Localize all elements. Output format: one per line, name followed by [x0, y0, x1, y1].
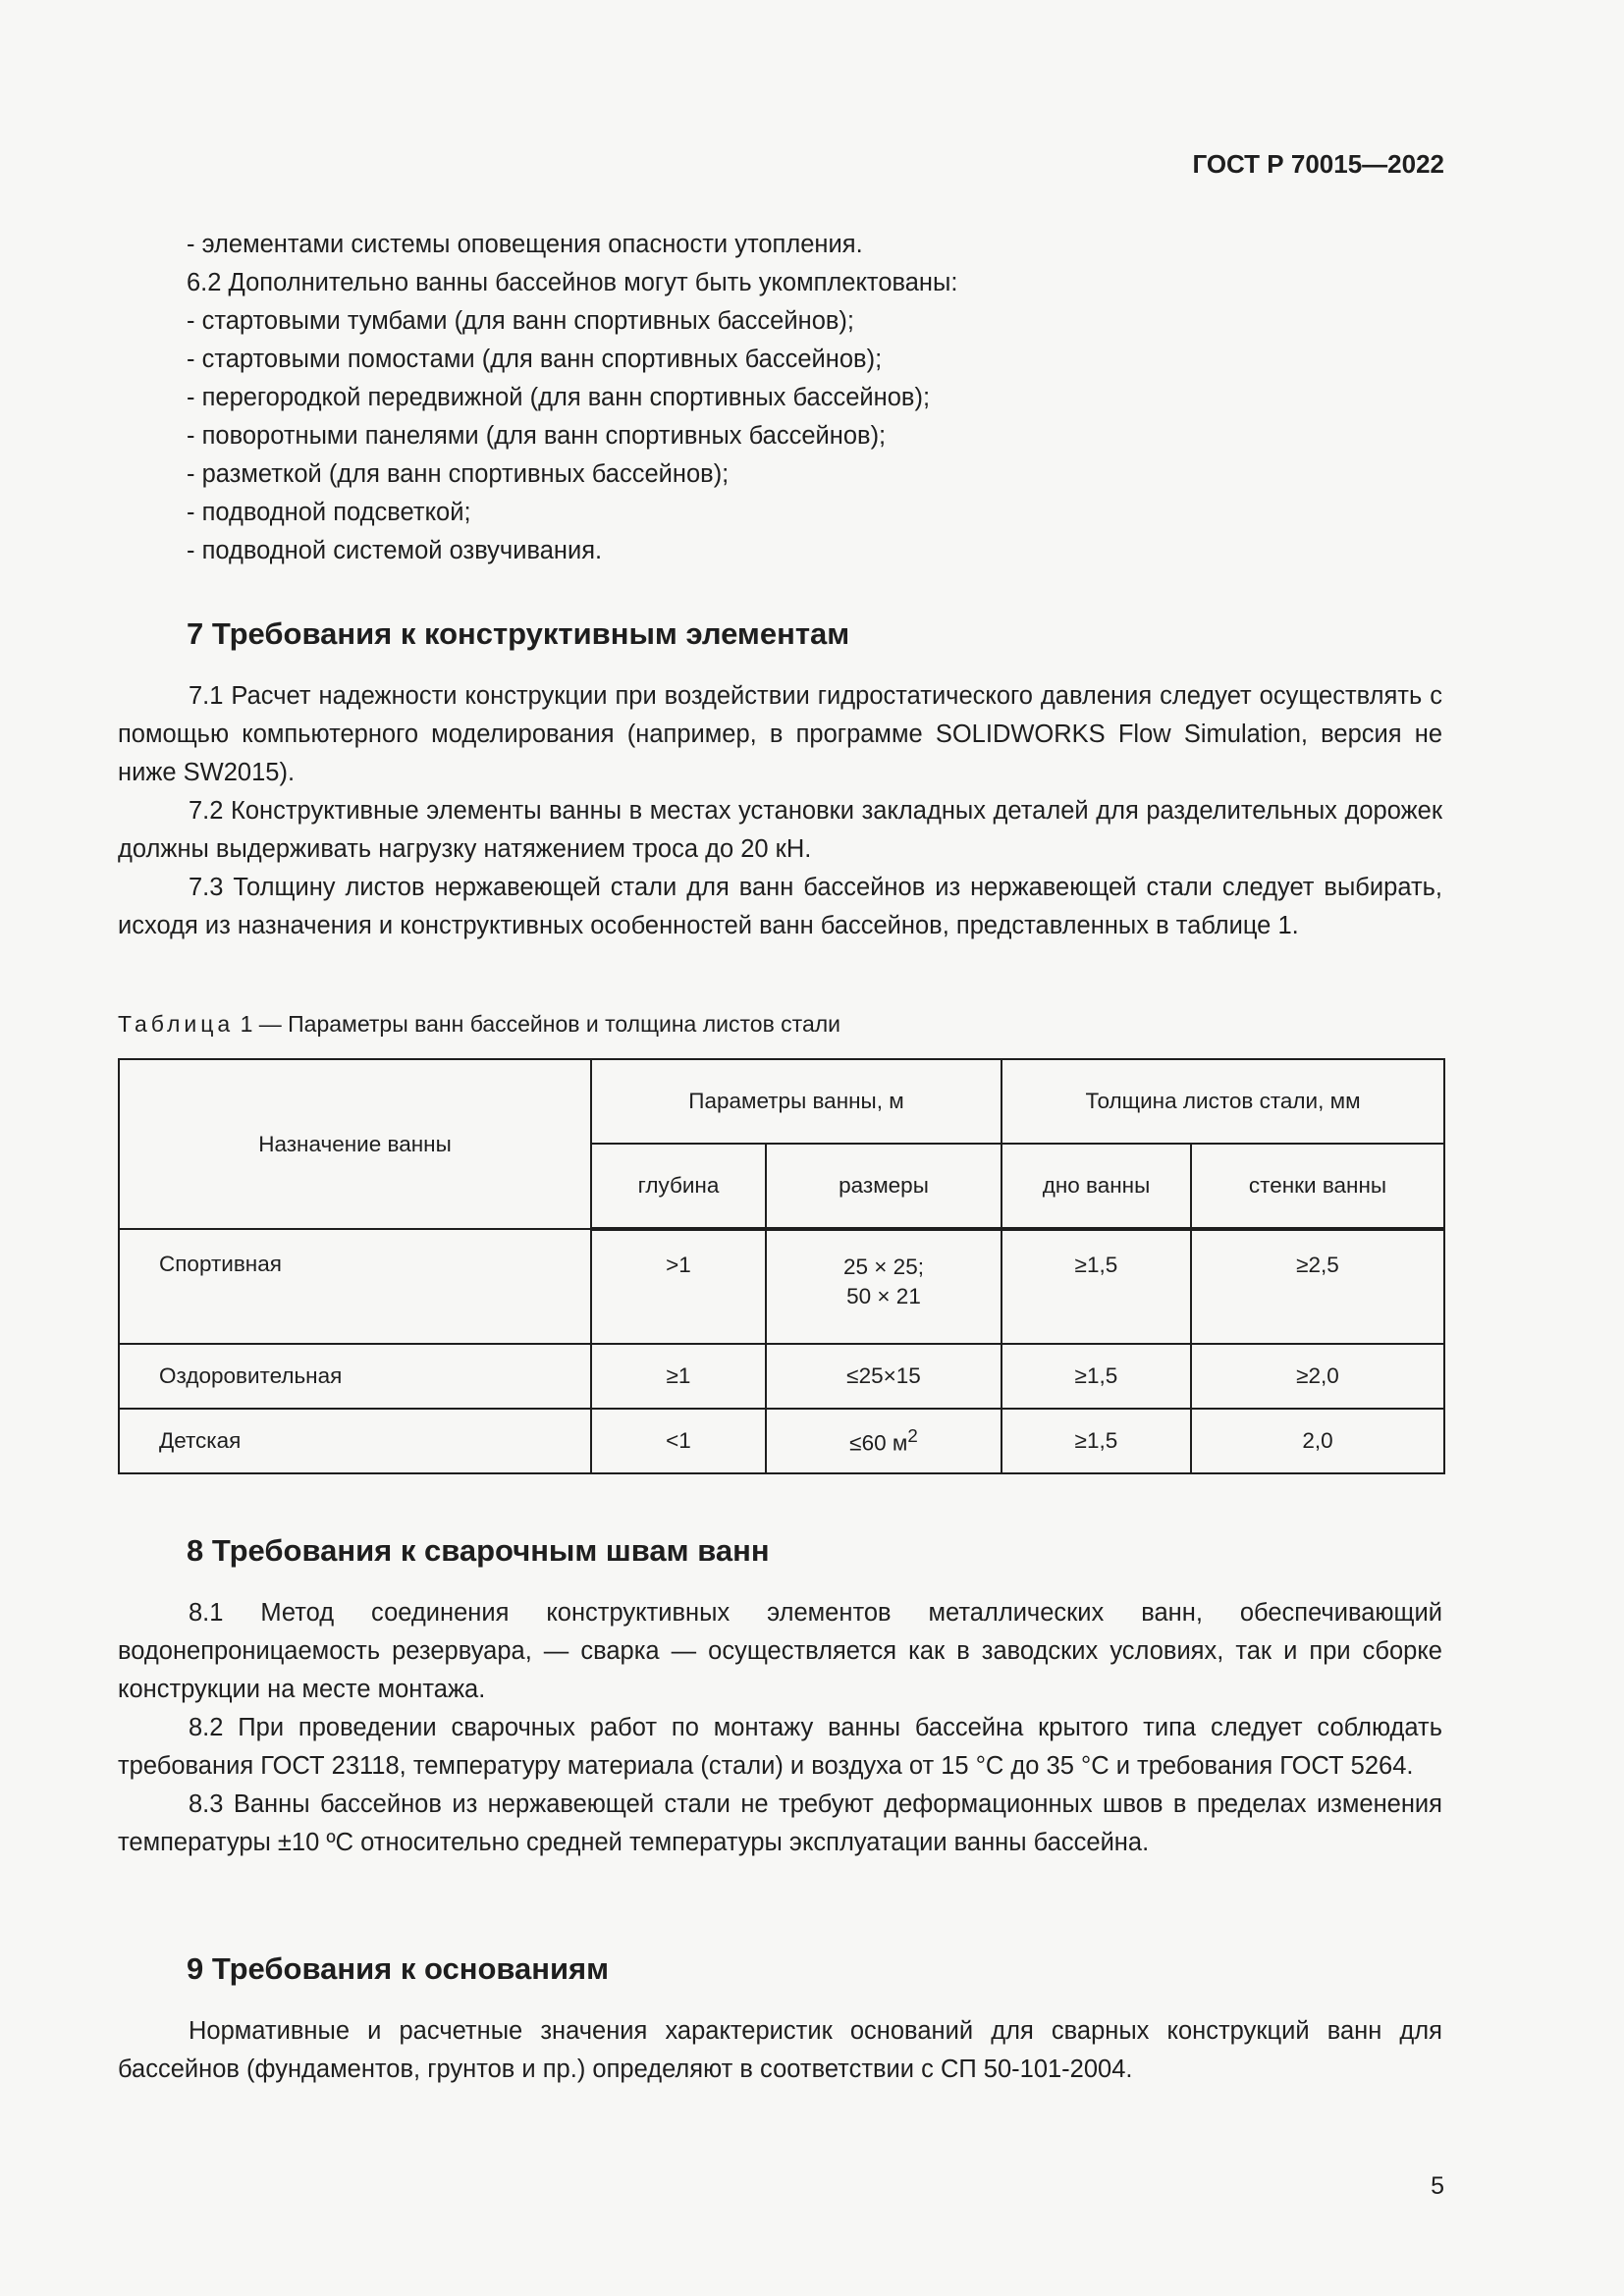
- section-8-body: [118, 1594, 1442, 1862]
- header-bottom: дно ванны: [1001, 1144, 1191, 1229]
- cell-sizes: [766, 1229, 1001, 1344]
- paragraph-8-2: 8.2 При проведении сварочных работ по монтажу ванны бассейна крытого типа следует соблюдать требования ГОСТ 23118, температуру материала (стали) и воздуха от 15 °С до 35 °С и требования ГОСТ 5264.: [118, 1714, 1442, 1780]
- header-thickness: Толщина листов стали, мм: [1001, 1059, 1444, 1144]
- table-caption-label: Таблица: [118, 1011, 235, 1037]
- cell-bottom: ≥1,5: [1001, 1409, 1191, 1473]
- cell-purpose: Детская: [119, 1409, 591, 1473]
- table-row: [119, 1344, 1444, 1409]
- section-9-body: [118, 2012, 1442, 2089]
- cell-bottom: ≥1,5: [1001, 1344, 1191, 1409]
- list-item: 6.2 Дополнительно ванны бассейнов могут быть укомплектованы:: [187, 269, 958, 296]
- paragraph-7-3: 7.3 Толщину листов нержавеющей стали для ванн бассейнов из нержавеющей стали следует выбирать, исходя из назначения и конструктивных особенностей ванн бассейнов, представленных в таблице 1.: [118, 874, 1442, 939]
- list-item: - разметкой (для ванн спортивных бассейнов);: [187, 460, 730, 488]
- cell-depth: <1: [591, 1409, 766, 1473]
- table-caption-text: 1 — Параметры ванн бассейнов и толщина листов стали: [234, 1011, 841, 1037]
- paragraph-7-1: 7.1 Расчет надежности конструкции при воздействии гидростатического давления следует осуществлять с помощью компьютерного моделирования (например, в программе SOLIDWORKS Flow Simulation, версия не ниже SW2015).: [118, 682, 1442, 786]
- cell-purpose: Спортивная: [119, 1229, 591, 1344]
- cell-purpose: Оздоровительная: [119, 1344, 591, 1409]
- header-sizes: размеры: [766, 1144, 1001, 1229]
- table-caption: [118, 1011, 840, 1038]
- paragraph-8-3: 8.3 Ванны бассейнов из нержавеющей стали не требуют деформационных швов в пределах изменения температуры ±10 ºС относительно средней температуры эксплуатации ванны бассейна.: [118, 1790, 1442, 1856]
- cell-sizes-value: ≤60 м: [849, 1430, 908, 1456]
- cell-sizes-line: 25 × 25;: [843, 1255, 924, 1279]
- list-item: - подводной системой озвучивания.: [187, 537, 603, 564]
- header-walls: стенки ванны: [1191, 1144, 1444, 1229]
- table-row: [119, 1229, 1444, 1344]
- cell-sizes-superscript: 2: [907, 1425, 918, 1447]
- cell-sizes: ≤25×15: [766, 1344, 1001, 1409]
- cell-walls: 2,0: [1191, 1409, 1444, 1473]
- cell-sizes-line: 50 × 21: [846, 1284, 921, 1308]
- table-row: [119, 1409, 1444, 1473]
- list-item: - стартовыми тумбами (для ванн спортивных бассейнов);: [187, 307, 854, 335]
- list-item: - перегородкой передвижной (для ванн спортивных бассейнов);: [187, 384, 931, 411]
- header-depth: глубина: [591, 1144, 766, 1229]
- cell-walls: ≥2,0: [1191, 1344, 1444, 1409]
- section-9-heading: 9 Требования к основаниям: [187, 1951, 610, 1986]
- list-item: - поворотными панелями (для ванн спортивных бассейнов);: [187, 422, 887, 450]
- cell-depth: ≥1: [591, 1344, 766, 1409]
- header-purpose: Назначение ванны: [119, 1059, 591, 1229]
- paragraph-7-2: 7.2 Конструктивные элементы ванны в местах установки закладных деталей для разделительных дорожек должны выдерживать нагрузку натяжением троса до 20 кН.: [118, 797, 1442, 863]
- paragraph-8-1: 8.1 Метод соединения конструктивных элементов металлических ванн, обеспечивающий водонепроницаемость резервуара, — сварка — осуществляется как в заводских условиях, так и при сборке конструкции на месте монтажа.: [118, 1599, 1442, 1703]
- cell-depth: >1: [591, 1229, 766, 1344]
- page-number: 5: [1431, 2172, 1444, 2200]
- header-params: Параметры ванны, м: [591, 1059, 1001, 1144]
- paragraph-9-1: Нормативные и расчетные значения характеристик оснований для сварных конструкций ванн для бассейнов (фундаментов, грунтов и пр.) определяют в соответствии с СП 50-101-2004.: [118, 2017, 1442, 2083]
- cell-walls: ≥2,5: [1191, 1229, 1444, 1344]
- equipment-list: [187, 226, 1443, 570]
- section-7-body: [118, 677, 1442, 945]
- list-item: - стартовыми помостами (для ванн спортивных бассейнов);: [187, 346, 883, 373]
- parameters-table: [118, 1058, 1445, 1474]
- list-item: - подводной подсветкой;: [187, 499, 471, 526]
- section-8-heading: 8 Требования к сварочным швам ванн: [187, 1533, 770, 1568]
- section-7-heading: 7 Требования к конструктивным элементам: [187, 616, 850, 651]
- document-header: ГОСТ Р 70015—2022: [1192, 149, 1444, 179]
- cell-bottom: ≥1,5: [1001, 1229, 1191, 1344]
- list-item: - элементами системы оповещения опасности утопления.: [187, 231, 863, 258]
- cell-sizes: [766, 1409, 1001, 1473]
